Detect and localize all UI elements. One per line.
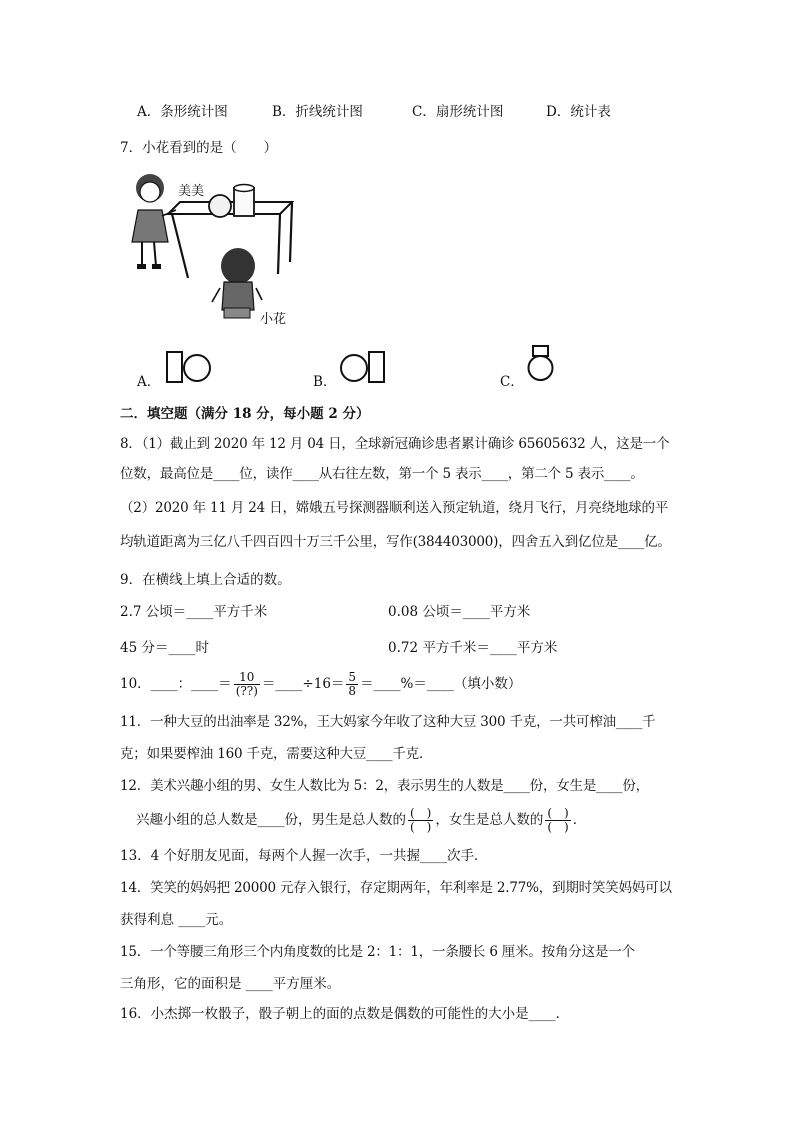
q10-fraction-1 (234, 671, 260, 698)
q8-line3: （2）2020 年 11 月 24 日，嫦娥五号探测器顺利送入预定轨道，绕月飞行，月亮绕地球的平 (120, 500, 669, 516)
q15-line2: 三角形，它的面积是 ____平方厘米。 (120, 976, 341, 992)
q10-frac2-numerator: 5 (348, 669, 357, 684)
q8-line4: 均轨道距离为三亿八千四百四十万三千公里，写作(384403000)，四舍五入到亿位是____亿。 (120, 534, 671, 550)
table-scene-illustration (120, 170, 310, 330)
q10-frac1-numerator: 10 (234, 671, 260, 685)
q15-line1: 15．一个等腰三角形三个内角度数的比是 2：1：1，一条腰长 6 厘米。按角分这是一个 (120, 944, 635, 960)
q12-boys-denominator: ( ) (410, 819, 432, 834)
q7-stem: 7．小花看到的是（ ） (120, 140, 278, 156)
q11-line1: 11．一种大豆的出油率是 32%，王大妈家今年收了这种大豆 300 千克，一共可榨油____千 (120, 714, 656, 730)
q7-option-a-figure (164, 350, 214, 384)
q6-option-c: C．扇形统计图 (412, 104, 504, 120)
q9-item-a: 2.7 公顷＝____平方千米 (120, 604, 268, 620)
q12-girls-numerator: ( ) (547, 805, 569, 820)
q7-option-b-figure (338, 350, 388, 384)
q12-fraction-girls (545, 807, 570, 834)
q10-frac1-denominator: (??) (235, 683, 258, 698)
q10-fraction-2 (346, 671, 358, 698)
q12-line2-b: ，女生是总人数的 (435, 812, 544, 828)
q7-option-c-label: C． (500, 374, 524, 390)
q9-item-d: 0.72 平方千米＝____平方米 (388, 640, 558, 656)
q10-mid: ＝____÷16＝ (261, 676, 345, 692)
q12-line2 (136, 802, 586, 838)
label-meimei: 美美 (178, 184, 205, 199)
q16-text: 16．小杰掷一枚骰子，骰子朝上的面的点数是偶数的可能性的大小是____． (120, 1006, 570, 1022)
q10-suffix: ＝____%＝____（填小数） (360, 676, 522, 692)
q12-line1: 12．美术兴趣小组的男、女生人数比为 5：2，表示男生的人数是____份，女生是____份， (120, 778, 649, 794)
q11-line2: 克；如果要榨油 160 千克，需要这种大豆____千克． (120, 746, 433, 762)
section-title: 二．填空题（满分 18 分，每小题 2 分） (120, 406, 370, 422)
q10-frac2-denominator: 8 (348, 683, 357, 698)
q13-text: 13．4 个好朋友见面，每两个人握一次手，一共握____次手． (120, 848, 488, 864)
sphere-object (209, 195, 231, 217)
q7-option-a-label: A． (137, 374, 161, 390)
q12-girls-denominator: ( ) (547, 819, 569, 834)
q7-illustration (120, 170, 310, 330)
q12-boys-numerator: ( ) (410, 805, 432, 820)
q10-prefix: 10．____：____＝ (120, 676, 232, 692)
q12-line2-c: ． (572, 812, 587, 828)
q12-line2-a: 兴趣小组的总人数是____份，男生是总人数的 (136, 812, 406, 828)
q6-option-a: A．条形统计图 (137, 104, 228, 120)
q9-item-b: 0.08 公顷＝____平方米 (388, 604, 531, 620)
q6-option-d: D．统计表 (546, 104, 611, 120)
q8-line2: 位数，最高位是____位，读作____从右往左数，第一个 5 表示____，第二个 5 表示____。 (120, 466, 644, 482)
q7-option-b-label: B． (313, 374, 337, 390)
q14-line2: 获得利息 ____元。 (120, 912, 233, 928)
label-xiaohua: 小花 (260, 312, 287, 327)
q9-item-c: 45 分＝____时 (120, 640, 209, 656)
q8-line1: 8．（1）截止到 2020 年 12 月 04 日，全球新冠确诊患者累计确诊 65605632 人，这是一个 (120, 436, 670, 452)
q14-line1: 14．笑笑的妈妈把 20000 元存入银行，存定期两年，年利率是 2.77%，到期时笑笑妈妈可以 (120, 880, 672, 896)
q6-option-b: B．折线统计图 (272, 104, 363, 120)
q12-fraction-boys (408, 807, 433, 834)
q9-stem: 9．在横线上填上合适的数。 (120, 572, 291, 588)
q10-line (120, 666, 521, 702)
q7-option-c-figure (525, 344, 557, 384)
